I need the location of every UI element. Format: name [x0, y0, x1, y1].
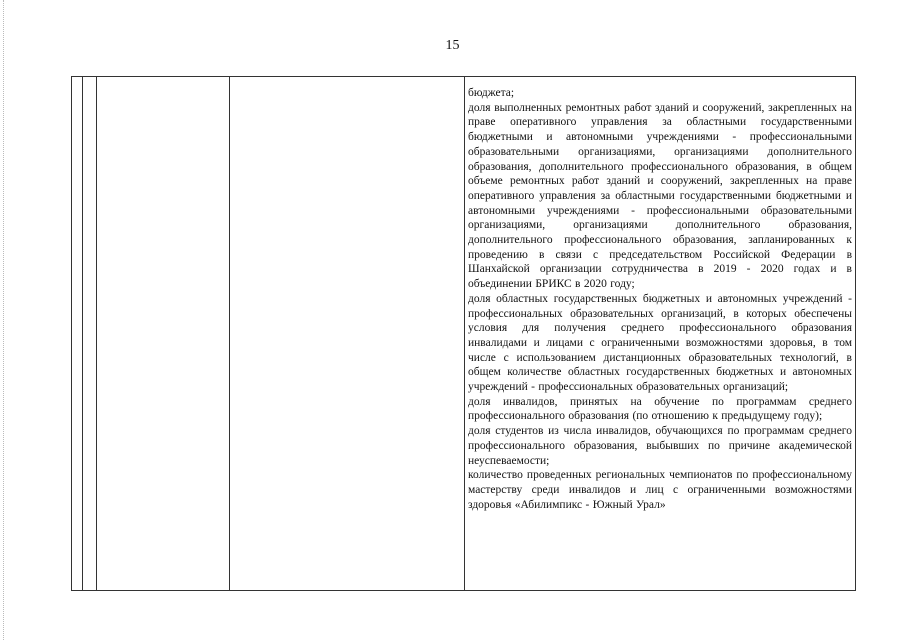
scan-edge-line — [3, 0, 4, 640]
indicator-paragraph: доля областных государственных бюджетных и автономных учреждений - профессиональных образовательных организаций, в которых обеспечены условия для получения среднего профессионального образования инвалидами и лицами с ограниченными возможностями здоровья, в том числе с использованием дистанционных образовательных технологий, в общем количестве областных государственных бюджетных и автономных учреждений - профессиональных образовательных организаций; — [468, 292, 852, 394]
indicator-paragraph: доля инвалидов, принятых на обучение по программам среднего профессионального образования (по отношению к предыдущему году); — [468, 395, 852, 423]
page-number: 15 — [445, 38, 460, 53]
table-column-divider — [229, 77, 230, 590]
indicator-paragraph: количество проведенных региональных чемпионатов по профессиональному мастерству среди инвалидов и лиц с ограниченными возможностями здоровья «Абилимпикс - Южный Урал» — [468, 469, 852, 511]
table-column-divider — [96, 77, 97, 590]
indicator-paragraph: доля студентов из числа инвалидов, обучающихся по программам среднего профессионального образования, выбывших по причине академической неуспеваемости; — [468, 425, 852, 467]
table-column-divider — [82, 77, 83, 590]
indicator-paragraph: бюджета; — [468, 87, 515, 99]
indicator-paragraph: доля выполненных ремонтных работ зданий и сооружений, закрепленных на праве оперативного управления за областными государственными бюджетными и автономными учреждениями - профессиональными образовательными организациями, организациями дополнительного образования, дополнительного профессионального образования, в общем объеме ремонтных работ зданий и сооружений, закрепленных на праве оперативного управления за областными государственными бюджетными и автономными учреждениями - профессиональными образовательными организациями, организациями дополнительного образования, дополнительного профессионального образования, запланированных к проведению в связи с председательством Российской Федерации в Шанхайской организации сотрудничества в 2019 - 2020 годах и в объединении БРИКС в 2020 году; — [468, 101, 852, 291]
indicators-cell — [468, 86, 852, 512]
table-column-divider — [464, 77, 465, 590]
indicators-table — [71, 76, 856, 591]
